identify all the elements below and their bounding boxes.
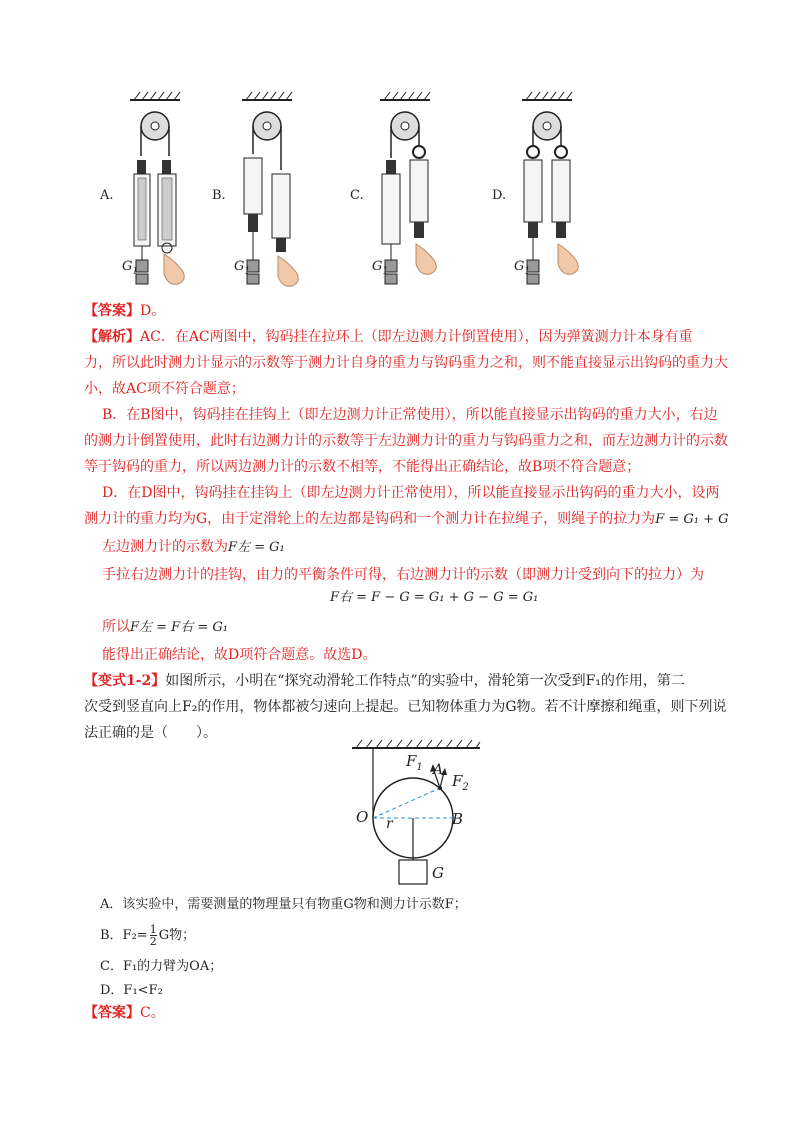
analysis-line-1 — [84, 324, 693, 350]
pulley-apparatus-a — [100, 88, 210, 303]
pulley-figures-row — [100, 88, 620, 303]
variant-line-3: 法正确的是（ ）。 — [84, 725, 217, 741]
option-letter-b: B. — [212, 188, 226, 203]
variant-tag: 【变式1-2】 — [84, 673, 166, 689]
weight-label-b: $G_1$ — [234, 259, 251, 277]
analysis-line-2: 力，所以此时测力计显示的示数等于测力计自身的重力与钩码重力之和，则不能直接显示出钩码的重力大 — [84, 355, 728, 371]
pulley-apparatus-d — [492, 88, 602, 303]
equation-3: F右 = F − G = G₁ + G − G = G₁ — [330, 590, 539, 605]
analysis-line-11: 所以F左 = F右 = G₁ — [102, 619, 228, 635]
weight-label-a: $G_1$ — [122, 259, 139, 277]
variant-text: 如图所示，小明在“探究动滑轮工作特点”的实验中，滑轮第一次受到F₁的作用，第二 — [165, 673, 685, 689]
radius-r-label: r — [386, 816, 393, 832]
option-letter-c: C. — [350, 188, 364, 203]
weight-g-label: G — [432, 864, 444, 882]
point-b-label: B — [452, 810, 464, 828]
figure-b — [212, 88, 322, 303]
answer-2-text: C。 — [140, 1005, 165, 1021]
analysis-line-5: 的测力计倒置使用，此时右边测力计的示数等于左边测力计的重力与钩码重力之和，而左边测力计的示数 — [84, 433, 728, 449]
option-letter-a: A. — [100, 188, 114, 203]
equation-1: F = G₁ + G — [655, 512, 729, 527]
analysis-text: AC．在AC两图中，钩码挂在拉环上（即左边测力计倒置使用），因为弹簧测力计本身有重 — [140, 329, 693, 345]
analysis-tag: 【解析】 — [84, 329, 140, 345]
analysis-line-7: D．在D图中，钩码挂在挂钩上（即左边测力计正常使用），所以能直接显示出钩码的重力大小，设两 — [102, 485, 720, 501]
pulley-apparatus-b — [212, 88, 322, 303]
variant-line-2: 次受到竖直向上F₂的作用，物体都被匀速向上提起。已知物体重力为G物。若不计摩擦和绳重，则下列说 — [84, 699, 727, 715]
weight-label-c: $G_1$ — [372, 259, 389, 277]
answer-1-tag: 【答案】 — [84, 303, 140, 319]
choice-d: D．F₁<F₂ — [100, 983, 163, 998]
analysis-line-12: 能得出正确结论，故D项符合题意。故选D。 — [102, 647, 377, 663]
variant-line-1 — [84, 668, 685, 694]
analysis-line-10: 手拉右边测力计的挂钩，由力的平衡条件可得，右边测力计的示数（即测力计受到向下的拉力）为 — [102, 567, 704, 583]
force-f1-label: $F_1$ — [406, 752, 423, 773]
force-f2-label: $F_2$ — [452, 772, 469, 793]
choice-c: C．F₁的力臂为OA； — [100, 959, 223, 974]
figure-c — [350, 88, 460, 303]
option-letter-d: D. — [492, 188, 507, 203]
equation-4: F左 = F右 = G₁ — [130, 620, 228, 635]
answer-2 — [84, 1000, 165, 1026]
equation-2: F左 = G₁ — [228, 540, 285, 555]
figure-d — [492, 88, 602, 303]
choice-a: A．该实验中，需要测量的物理量只有物重G物和测力计示数F； — [100, 897, 467, 912]
pulley-apparatus-c — [350, 88, 460, 303]
analysis-line-6: 等于钩码的重力，所以两边测力计的示数不相等，不能得出正确结论，故B项不符合题意； — [84, 459, 641, 475]
figure-a — [100, 88, 210, 303]
analysis-line-8: 测力计的重力均为G，由于定滑轮上的左边都是钩码和一个测力计在拉绳子，则绳子的拉力为F = G₁ + G — [84, 511, 729, 527]
dynamic-pulley-diagram — [340, 738, 500, 888]
point-a-label: A — [433, 762, 444, 778]
choice-b: B．F₂= $\frac{1}{2}$ G物； — [100, 923, 196, 948]
answer-1-text: D。 — [140, 303, 166, 319]
analysis-line-4: B．在B图中，钩码挂在挂钩上（即左边测力计正常使用），所以能直接显示出钩码的重力大小，右边 — [102, 407, 718, 423]
analysis-line-3: 小，故AC项不符合题意； — [84, 381, 245, 397]
analysis-line-9: 左边测力计的示数为F左 = G₁ — [102, 539, 285, 555]
weight-label-d: $G_1$ — [514, 259, 531, 277]
point-o-label: O — [356, 808, 369, 826]
answer-1 — [84, 298, 165, 324]
answer-2-tag: 【答案】 — [84, 1005, 140, 1021]
fraction-one-half: $\frac{1}{2}$ — [149, 923, 157, 948]
